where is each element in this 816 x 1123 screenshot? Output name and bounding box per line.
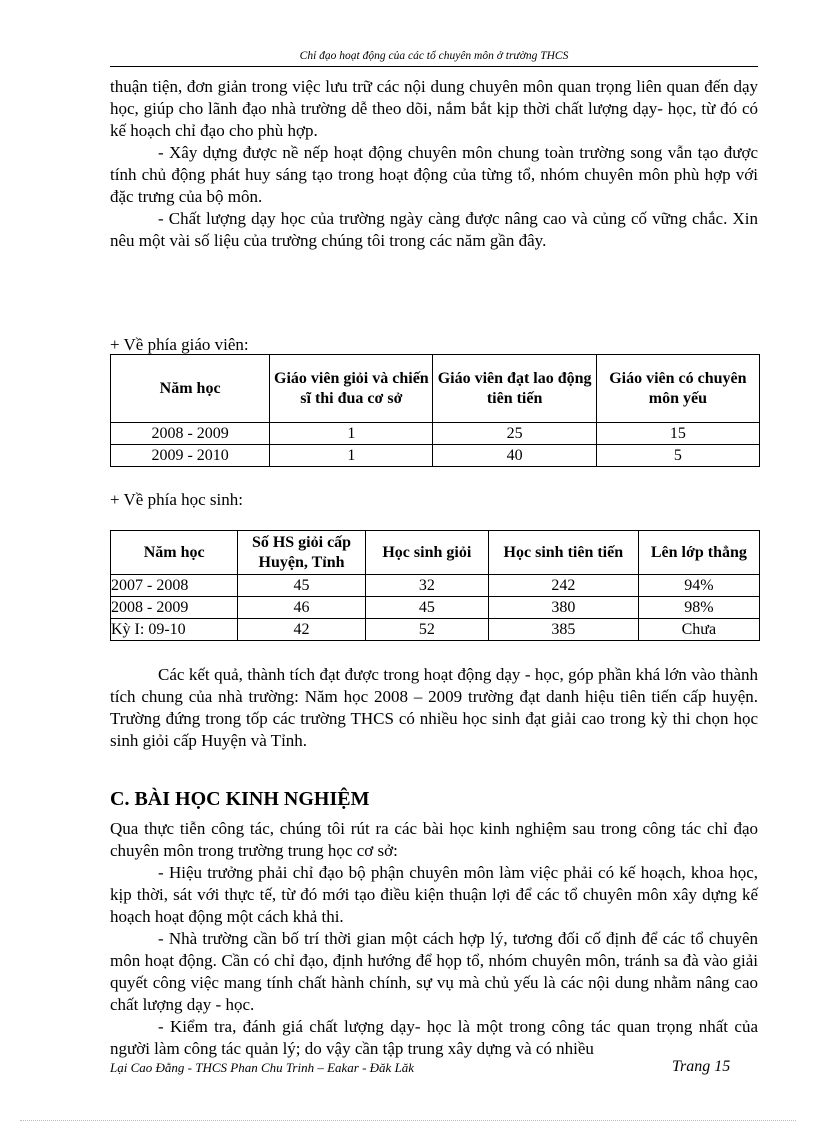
table-cell: Chưa bbox=[638, 619, 759, 641]
table-row bbox=[111, 423, 760, 445]
student-table bbox=[110, 530, 760, 641]
intro-paragraph-2: - Xây dựng được nề nếp hoạt động chuyên môn chung toàn trường song vẫn tạo được tính chủ động phát huy sáng tạo trong hoạt động của từng tổ, nhóm chuyên môn phù hợp với đặc trưng của bộ môn. bbox=[110, 143, 758, 206]
table-row bbox=[111, 597, 760, 619]
table-cell: Kỳ I: 09-10 bbox=[111, 619, 238, 641]
table-cell: 98% bbox=[638, 597, 759, 619]
table-cell: 1 bbox=[270, 423, 433, 445]
header-rule bbox=[110, 66, 758, 67]
table-cell: 2007 - 2008 bbox=[111, 575, 238, 597]
table-cell: 32 bbox=[365, 575, 488, 597]
table-cell: 15 bbox=[596, 423, 759, 445]
teacher-table bbox=[110, 354, 760, 467]
table-cell: 94% bbox=[638, 575, 759, 597]
table-cell: 45 bbox=[238, 575, 365, 597]
table-cell: 46 bbox=[238, 597, 365, 619]
lesson-paragraph-2: - Nhà trường cần bố trí thời gian một cách hợp lý, tương đối cố định để các tổ chuyên môn hoạt động. Cần có chỉ đạo, định hướng để họp tổ, nhóm chuyên môn, tránh sa đà vào giải quyết công việc mang tính chất hành chính, sự vụ mà chủ yếu là các nội dung nhằm nâng cao chất lượng dạy - học. bbox=[110, 929, 758, 1014]
table-header: Giáo viên giỏi và chiến sĩ thi đua cơ sở bbox=[270, 355, 433, 423]
table-cell: 2008 - 2009 bbox=[111, 597, 238, 619]
table-cell: 2008 - 2009 bbox=[111, 423, 270, 445]
table-row bbox=[111, 445, 760, 467]
student-table-header-row bbox=[111, 531, 760, 575]
teacher-table-header-row bbox=[111, 355, 760, 423]
table-header: Số HS giỏi cấp Huyện, Tỉnh bbox=[238, 531, 365, 575]
table-cell: 380 bbox=[488, 597, 638, 619]
intro-paragraph-1: thuận tiện, đơn giản trong việc lưu trữ các nội dung chuyên môn quan trọng liên quan đến dạy học, giúp cho lãnh đạo nhà trường dễ theo dõi, nắm bắt kịp thời chất lượng dạy- học, từ đó có kế hoạch chỉ đạo cho phù hợp. bbox=[110, 77, 758, 140]
lesson-paragraph-3: - Kiểm tra, đánh giá chất lượng dạy- học là một trong công tác quan trọng nhất của người làm công tác quản lý; do vậy cần tập trung xây dựng và có nhiều bbox=[110, 1017, 758, 1058]
table-header: Năm học bbox=[111, 355, 270, 423]
table-header: Học sinh giỏi bbox=[365, 531, 488, 575]
table-cell: 5 bbox=[596, 445, 759, 467]
table-cell: 2009 - 2010 bbox=[111, 445, 270, 467]
footer-author: Lại Cao Đằng - THCS Phan Chu Trinh – Eakar - Đăk Lăk bbox=[110, 1060, 415, 1075]
table-cell: 45 bbox=[365, 597, 488, 619]
table-cell: 25 bbox=[433, 423, 596, 445]
table-cell: 242 bbox=[488, 575, 638, 597]
table-cell: 40 bbox=[433, 445, 596, 467]
section-heading: C. BÀI HỌC KINH NGHIỆM bbox=[110, 788, 370, 810]
table-header: Giáo viên đạt lao động tiên tiến bbox=[433, 355, 596, 423]
results-paragraph: Các kết quả, thành tích đạt được trong hoạt động dạy - học, góp phần khá lớn vào thành tích chung của nhà trường: Năm học 2008 – 2009 trường đạt danh hiệu tiên tiến cấp huyện. Trường đứng trong tốp các trường THCS có nhiều học sinh đạt giải cao trong kỳ thi chọn học sinh giỏi cấp Huyện và Tỉnh. bbox=[110, 665, 758, 750]
running-header: Chỉ đạo hoạt động của các tổ chuyên môn ở trường THCS bbox=[299, 50, 569, 62]
table-header: Lên lớp thẳng bbox=[638, 531, 759, 575]
intro-paragraph-3: - Chất lượng dạy học của trường ngày càng được nâng cao và củng cố vững chắc. Xin nêu một vài số liệu của trường chúng tôi trong các năm gần đây. bbox=[110, 209, 758, 250]
table-row bbox=[111, 619, 760, 641]
lesson-paragraph-1: - Hiệu trưởng phải chỉ đạo bộ phận chuyên môn làm việc phải có kế hoạch, khoa học, kịp thời, sát với thực tế, từ đó mới tạo điều kiện thuận lợi để các tổ chuyên môn xây dựng kế hoạch hoạt động một cách khả thi. bbox=[110, 863, 758, 926]
page-number: Trang 15 bbox=[672, 1058, 731, 1075]
table-cell: 385 bbox=[488, 619, 638, 641]
table-cell: 52 bbox=[365, 619, 488, 641]
table-row bbox=[111, 575, 760, 597]
table-header: Giáo viên có chuyên môn yếu bbox=[596, 355, 759, 423]
table-cell: 42 bbox=[238, 619, 365, 641]
teacher-label: + Về phía giáo viên: bbox=[110, 335, 249, 354]
table-header: Học sinh tiên tiến bbox=[488, 531, 638, 575]
student-label: + Về phía học sinh: bbox=[110, 490, 243, 509]
table-cell: 1 bbox=[270, 445, 433, 467]
lesson-intro-paragraph: Qua thực tiễn công tác, chúng tôi rút ra các bài học kinh nghiệm sau trong công tác chỉ đạo chuyên môn trong trường trung học cơ sở: bbox=[110, 819, 758, 860]
table-header: Năm học bbox=[111, 531, 238, 575]
page-edge bbox=[20, 1120, 796, 1121]
